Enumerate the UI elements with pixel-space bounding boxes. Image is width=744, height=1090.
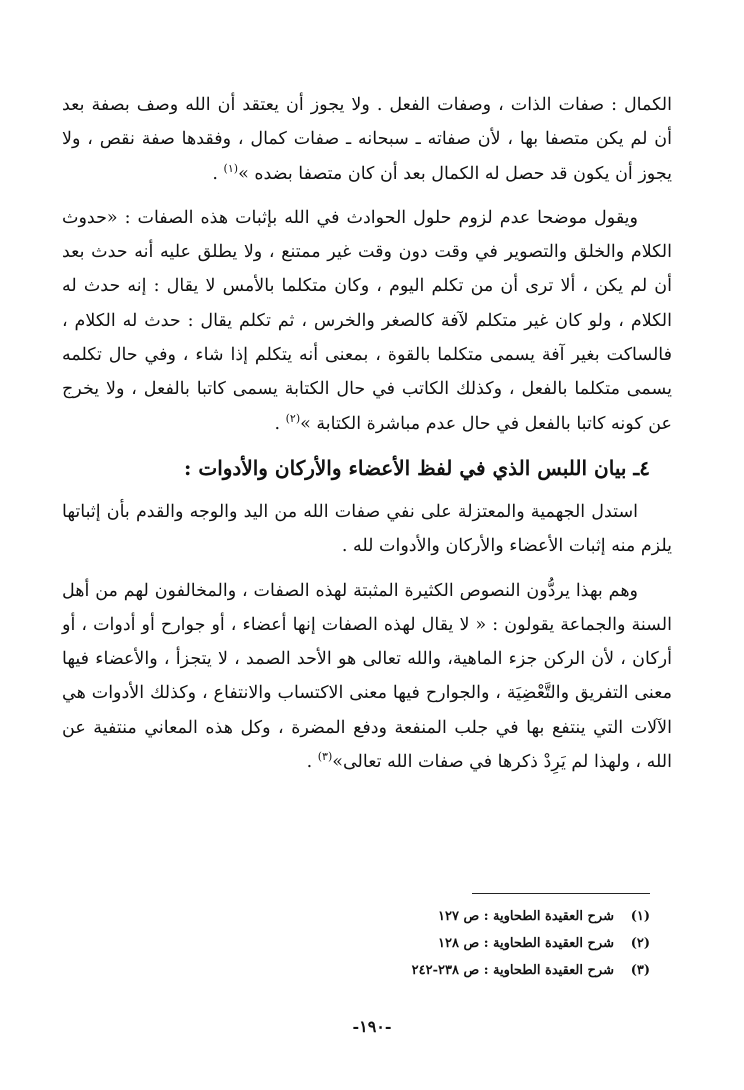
footnote-number: (٣) xyxy=(630,963,650,978)
footnotes xyxy=(350,903,650,984)
page-number: -١٩٠- xyxy=(352,1017,392,1036)
footnote-number: (١) xyxy=(630,909,650,924)
footnote-ref-1[interactable]: (١) xyxy=(223,161,239,175)
paragraph-3: استدل الجهمية والمعتزلة على نفي صفات الله من اليد والوجه والقدم بأن إثباتها يلزم منه إثبات الأعضاء والأركان والأدوات لله . xyxy=(62,501,672,557)
footnote-text: شرح العقيدة الطحاوية : ص ٢٣٨-٢٤٢ xyxy=(411,963,614,978)
footnote-1 xyxy=(350,903,650,930)
footnote-separator xyxy=(472,893,650,894)
paragraph-2: ويقول موضحا عدم لزوم حلول الحوادث في الله بإثبات هذه الصفات : «حدوث الكلام والخلق والتصوير في وقت دون وقت غير ممتنع ، ولا يطلق عليه أنه حدث بعد أن لم يكن ، ألا ترى أن من تكلم اليوم ، وكان متكلما بالأمس لا يقال : إنه حدث له الكلام ، ولو كان غير متكلم لآفة كالصغر والخرس ، ثم تكلم يقال : حدث له الكلام ، فالساكت بغير آفة يسمى متكلما بالقوة ، بمعنى أنه يتكلم إذا شاء ، وفي حال تكلمه يسمى متكلما بالفعل ، وكذلك الكاتب في حال الكتابة يسمى كاتبا بالفعل ، ولا يخرج عن كونه كاتبا بالفعل في حال عدم مباشرة الكتابة »$^{(٢)}$ . xyxy=(62,207,672,434)
section-heading: ٤ـ بيان اللبس الذي في لفظ الأعضاء والأركان والأدوات : xyxy=(184,455,650,480)
footnote-text: شرح العقيدة الطحاوية : ص ١٢٨ xyxy=(438,936,614,951)
page-body xyxy=(62,88,672,779)
footnote-3 xyxy=(350,957,650,984)
paragraph-4: وهم بهذا يردُّون النصوص الكثيرة المثبتة لهذه الصفات ، والمخالفون لهم من أهل السنة والجماعة يقولون : « لا يقال لهذه الصفات إنها أعضاء ، أو جوارح أو أدوات ، أو أركان ، لأن الركن جزء الماهية، والله تعالى هو الأحد الصمد ، لا يتجزأ ، والأعضاء فيها معنى التفريق والتَّعْضِيَة ، والجوارح فيها معنى الاكتساب والانتفاع ، وكذلك الأدوات هي الآلات التي ينتفع بها في جلب المنفعة ودفع المضرة ، وكل هذه المعاني منتفية عن الله ، ولهذا لم يَرِدْ ذكرها في صفات الله تعالى»$^{(٣)}$ . xyxy=(62,580,672,773)
footnote-ref-3[interactable]: (٣) xyxy=(317,750,333,764)
paragraph-1: الكمال : صفات الذات ، وصفات الفعل . ولا يجوز أن يعتقد أن الله وصف بصفة بعد أن لم يكن متصفا بها ، لأن صفاته ـ سبحانه ـ صفات كمال ، وفقدها صفة نقص ، ولا يجوز أن يكون قد حصل له الكمال بعد أن كان متصفا بضده »$^{(١)}$ . xyxy=(62,95,672,184)
footnote-text: شرح العقيدة الطحاوية : ص ١٢٧ xyxy=(438,909,614,924)
footnote-2 xyxy=(350,930,650,957)
footnote-ref-2[interactable]: (٢) xyxy=(285,411,301,425)
footnote-number: (٢) xyxy=(630,936,650,951)
